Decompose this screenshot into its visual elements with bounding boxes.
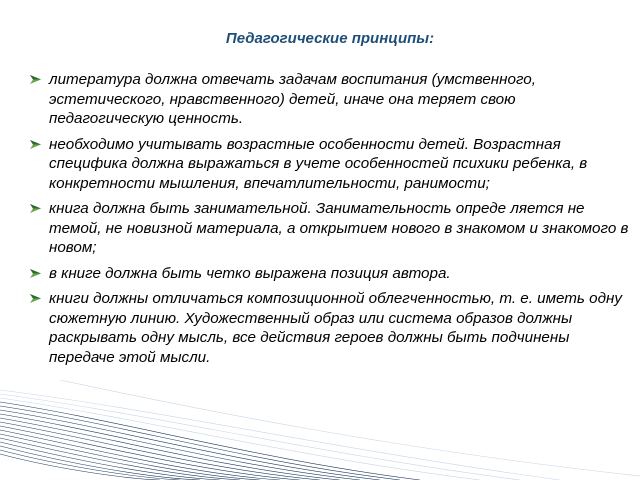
checkmark-arrow-icon [30, 140, 41, 149]
bullet-text: книги должны отличаться композиционной облегченностью, т. е. иметь одну сюжетную линию. Художественный образ или система образов должны раскрывать одну мысль, все действия героев должны быть подчинены передаче этой мысли. [49, 290, 622, 366]
bullet-text: необходимо учитывать возрастные особенности детей. Возрастная специфика должна выражаться в учете особенностей психики ребенка, в конкретности мышления, впечатлительности, ранимости; [49, 135, 588, 192]
checkmark-arrow-icon [30, 75, 41, 84]
slide-title: Педагогические принципы: [225, 30, 435, 47]
bullet-item [30, 70, 630, 129]
bullet-item [30, 135, 630, 194]
bullet-item [30, 199, 630, 258]
bullet-text: книга должна быть занимательной. Занимательность опреде ляется не темой, не новизной материала, а открытием нового в знакомом и знакомого в новом; [49, 200, 629, 256]
decorative-wave-lines [0, 380, 640, 480]
wave-lines-dark [0, 402, 420, 480]
bullet-text: в книге должна быть четко выражена позиция автора. [49, 264, 451, 282]
bullet-item [30, 289, 630, 367]
checkmark-arrow-icon [30, 269, 41, 278]
bullet-item [30, 264, 630, 284]
bullet-list [30, 70, 630, 373]
checkmark-arrow-icon [30, 294, 41, 303]
bullet-text: литература должна отвечать задачам воспитания (умственного, эстетического, нравственного) детей, иначе она теряет свою педагогическую ценность. [49, 71, 536, 127]
checkmark-arrow-icon [30, 204, 41, 213]
